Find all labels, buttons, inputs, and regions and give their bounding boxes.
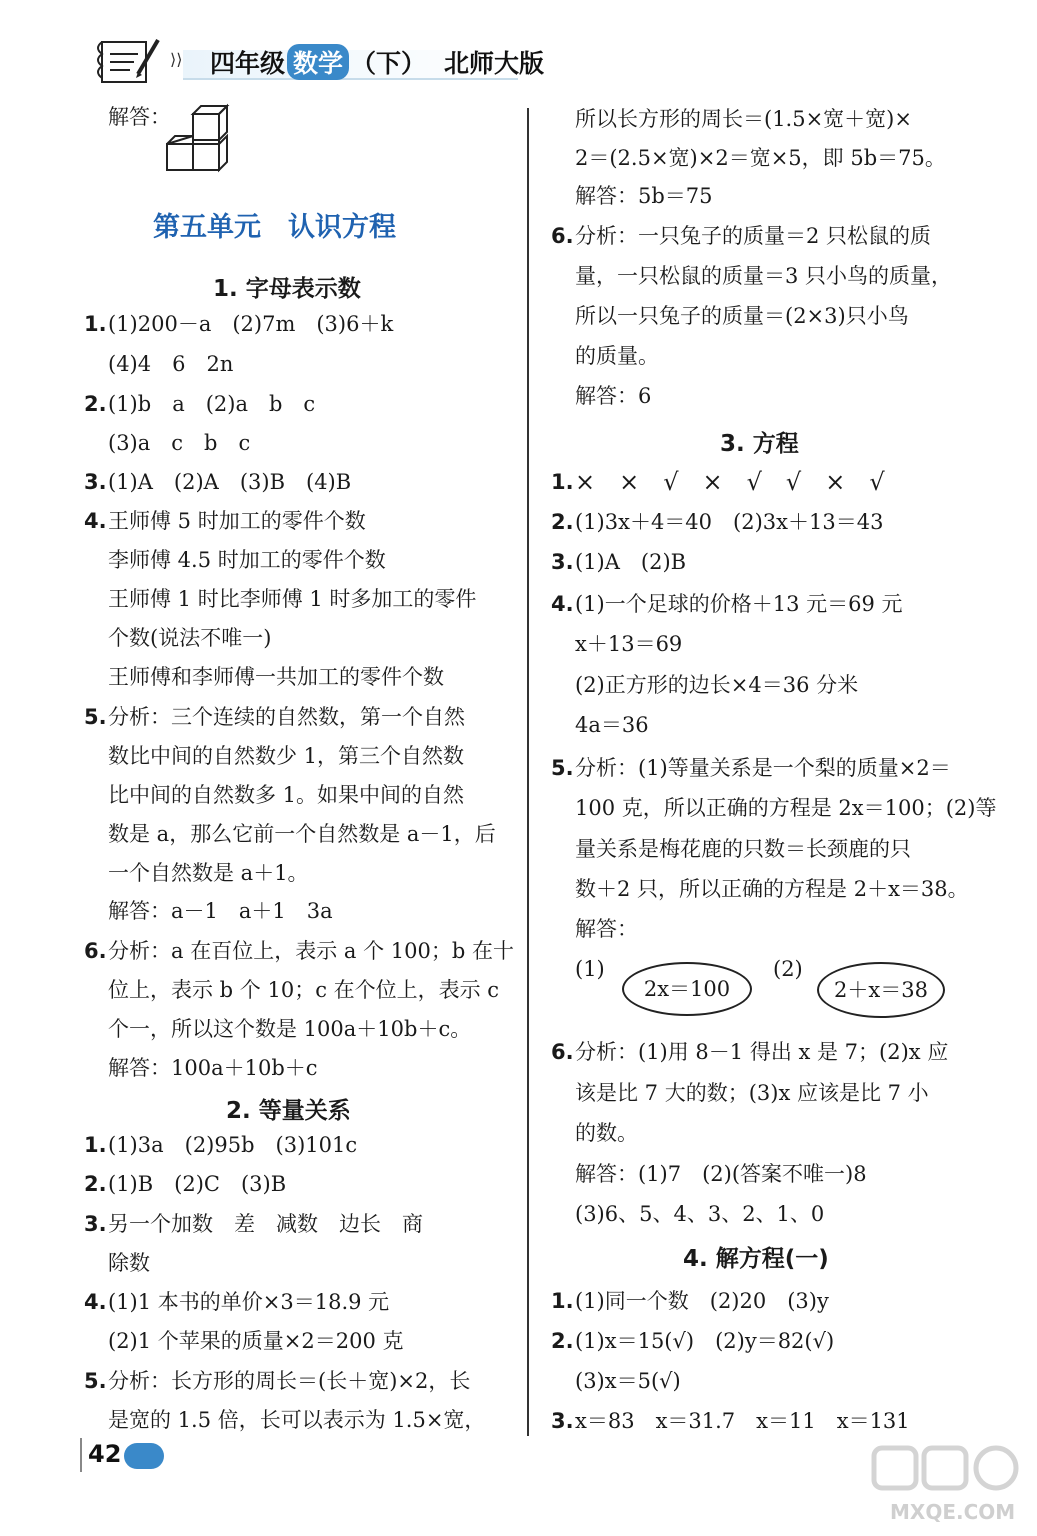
answer-line: 分析：一只兔子的质量＝2 只松鼠的质 (575, 224, 932, 248)
answer-line: (4)4 6 2n (108, 352, 234, 376)
answer-line: 量，一只松鼠的质量＝3 只小鸟的质量， (575, 264, 953, 288)
answer-line: × × √ × √ √ × √ (575, 468, 885, 496)
watermark-logo-icon (870, 1442, 1020, 1492)
answer-line: 解答：100a＋10b＋c (108, 1056, 318, 1080)
answer-oval-1: 2x＝100 (622, 962, 752, 1016)
question-number: 2. (84, 392, 107, 416)
answer-line: 一个自然数是 a＋1。 (108, 861, 309, 885)
answer-line: (1)3x＋4＝40 (2)3x＋13＝43 (575, 510, 884, 534)
answer-line: 2＝(2.5×宽)×2＝宽×5，即 5b＝75。 (575, 146, 946, 170)
question-number: 6. (551, 224, 574, 248)
answer-line: 除数 (108, 1251, 150, 1275)
question-number: 2. (84, 1172, 107, 1196)
answer-oval-2: 2＋x＝38 (817, 962, 945, 1018)
answer-line: 数比中间的自然数少 1，第三个自然数 (108, 744, 465, 768)
question-number: 2. (551, 510, 574, 534)
answer-line: 分析：三个连续的自然数，第一个自然 (108, 705, 465, 729)
answer-line: 解答：6 (575, 384, 652, 408)
section-title-2: 2. 等量关系 (226, 1098, 351, 1124)
answer-line: 另一个加数 差 减数 边长 商 (108, 1212, 423, 1236)
answer-label: 解答： (108, 105, 171, 129)
answer-line: 比中间的自然数多 1。如果中间的自然 (108, 783, 465, 807)
question-number: 5. (84, 1369, 107, 1393)
answer-line: 解答：5b＝75 (575, 184, 713, 208)
answer-line: 所以长方形的周长＝(1.5×宽＋宽)× (575, 107, 912, 131)
answer-line: 是宽的 1.5 倍，长可以表示为 1.5×宽， (108, 1408, 486, 1432)
answer-line: (1)200－a (2)7m (3)6＋k (108, 312, 394, 336)
question-number: 6. (84, 939, 107, 963)
answer-line: 王师傅 1 时比李师傅 1 时多加工的零件 (108, 587, 477, 611)
page-number-bar (80, 1438, 82, 1472)
answer-line: (3)6、5、4、3、2、1、0 (575, 1202, 825, 1226)
question-number: 4. (551, 592, 574, 616)
question-number: 3. (551, 550, 574, 574)
answer-line: 所以一只兔子的质量＝(2×3)只小鸟 (575, 304, 909, 328)
question-number: 3. (84, 470, 107, 494)
answer-line: 分析：(1)用 8－1 得出 x 是 7；(2)x 应 (575, 1040, 949, 1064)
question-number: 5. (84, 705, 107, 729)
left-column (84, 0, 518, 1440)
answer-line: 数是 a，那么它前一个自然数是 a－1，后 (108, 822, 496, 846)
section-title-4: 4. 解方程(一) (683, 1246, 829, 1272)
answer-line: (3)a c b c (108, 431, 251, 455)
answer-line: 李师傅 4.5 时加工的零件个数 (108, 548, 386, 572)
answer-line: (2)1 个苹果的质量×2＝200 克 (108, 1329, 404, 1353)
answer-line: 的质量。 (575, 344, 659, 368)
question-number: 1. (84, 1133, 107, 1157)
answer-line: 王师傅 5 时加工的零件个数 (108, 509, 366, 533)
answer-line: x＋13＝69 (575, 632, 683, 656)
question-number: 1. (551, 1289, 574, 1313)
question-number: 3. (84, 1212, 107, 1236)
answer-line: (2)正方形的边长×4＝36 分米 (575, 673, 859, 697)
page-number: 42 (88, 1440, 122, 1468)
watermark (870, 1442, 1030, 1532)
volume-label: （下） (351, 49, 427, 78)
answer-line: 100 克，所以正确的方程是 2x＝100；(2)等 (575, 796, 997, 820)
grade-label: 四年级 (210, 49, 286, 78)
answer-line: 解答：(1)7 (2)(答案不唯一)8 (575, 1162, 867, 1186)
answer-line: 的数。 (575, 1121, 638, 1145)
subject-badge: 数学 (287, 44, 349, 80)
answer-line: 位上，表示 b 个 10；c 在个位上，表示 c (108, 978, 500, 1002)
answer-line: (3)x＝5(√) (575, 1369, 681, 1393)
section-title-3: 3. 方程 (720, 431, 799, 457)
page-tab-icon (124, 1443, 164, 1469)
answer-line: 数＋2 只，所以正确的方程是 2＋x＝38。 (575, 877, 969, 901)
answer-line: 分析：a 在百位上，表示 a 个 100；b 在十 (108, 939, 514, 963)
question-number: 4. (84, 1290, 107, 1314)
answer-line: x＝83 x＝31.7 x＝11 x＝131 (575, 1409, 910, 1433)
cube-stack-figure (163, 100, 243, 180)
right-column (551, 0, 1015, 1440)
answer-line: (1)一个足球的价格＋13 元＝69 元 (575, 592, 903, 616)
answer-line: (1)B (2)C (3)B (108, 1172, 287, 1196)
question-number: 6. (551, 1040, 574, 1064)
sub-label: (2) (773, 957, 803, 981)
answer-line: (1)x＝15(√) (2)y＝82(√) (575, 1329, 835, 1353)
question-number: 1. (551, 470, 574, 494)
question-number: 3. (551, 1409, 574, 1433)
column-divider (527, 108, 529, 1436)
answer-line: (1)同一个数 (2)20 (3)y (575, 1289, 829, 1313)
question-number: 2. (551, 1329, 574, 1353)
question-number: 1. (84, 312, 107, 336)
watermark-text: MXQE.COM (890, 1500, 1016, 1524)
question-number: 5. (551, 756, 574, 780)
answer-line: 解答： (575, 917, 638, 941)
edition-label: 北师大版 (444, 49, 545, 78)
answer-line: 4a＝36 (575, 713, 649, 737)
answer-line: 个一，所以这个数是 100a＋10b＋c。 (108, 1017, 472, 1041)
answer-line: 王师傅和李师傅一共加工的零件个数 (108, 665, 444, 689)
answer-line: 该是比 7 大的数；(3)x 应该是比 7 小 (575, 1081, 929, 1105)
answer-line: 量关系是梅花鹿的只数＝长颈鹿的只 (575, 837, 911, 861)
answer-line: (1)3a (2)95b (3)101c (108, 1133, 358, 1157)
answer-line: 个数(说法不唯一) (108, 626, 272, 650)
unit-title: 第五单元 认识方程 (153, 212, 396, 243)
section-title-1: 1. 字母表示数 (213, 276, 361, 302)
sub-label: (1) (575, 957, 605, 981)
sound-wave-icon: ⟩⟩ (170, 50, 183, 69)
answer-line: 分析：(1)等量关系是一个梨的质量×2＝ (575, 756, 951, 780)
answer-line: 分析：长方形的周长＝(长＋宽)×2，长 (108, 1369, 471, 1393)
answer-line: (1)A (2)A (3)B (4)B (108, 470, 352, 494)
answer-line: 解答：a－1 a＋1 3a (108, 899, 333, 923)
answer-line: (1)A (2)B (575, 550, 687, 574)
answer-line: (1)1 本书的单价×3＝18.9 元 (108, 1290, 390, 1314)
question-number: 4. (84, 509, 107, 533)
answer-line: (1)b a (2)a b c (108, 392, 316, 416)
